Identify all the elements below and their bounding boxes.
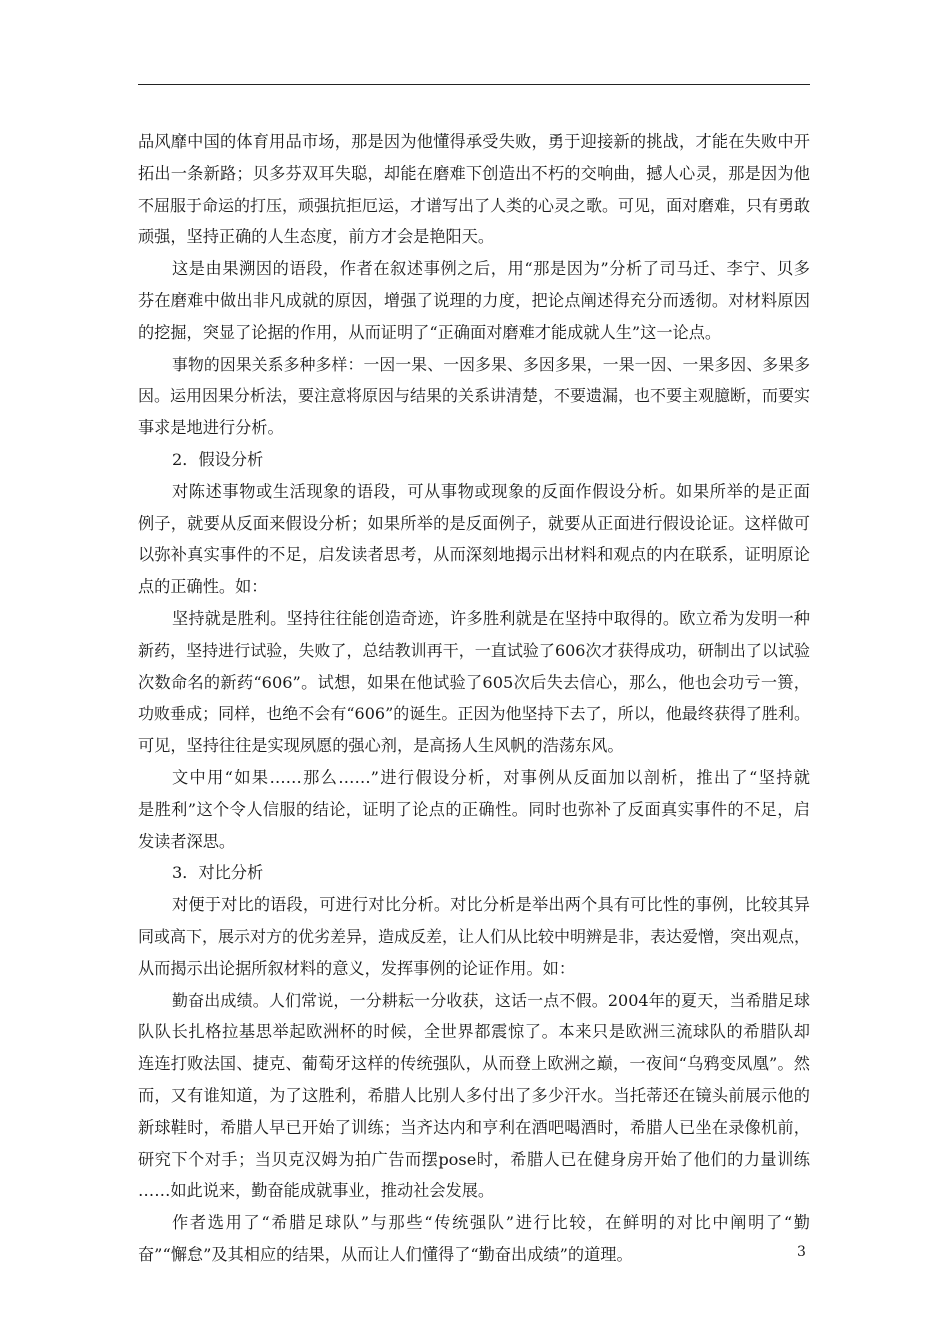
text-line: 拓出一条新路；贝多芬双耳失聪，却能在磨难下创造出不朽的交响曲，撼人心灵，那是因为他 [138,163,810,183]
text-line: 次数命名的新药“606”。试想，如果在他试验了605次后失去信心，那么，他也会功亏一篑， [138,672,810,692]
text-line: 同或高下，展示对方的优劣差异，造成反差，让人们从比较中明辨是非，表达爱憎，突出观点， [138,926,811,946]
text-line: 不屈服于命运的打压，顽强抗拒厄运，才谱写出了人类的心灵之歌。可见，面对磨难，只有勇敢 [138,195,811,215]
text-line: 连连打败法国、捷克、葡萄牙这样的传统强队，从而登上欧洲之巅，一夜间“乌鸦变凤凰”。然 [138,1054,810,1074]
text-line: 研究下个对手；当贝克汉姆为拍广告而摆pose时，希腊人已在健身房开始了他们的力量训练 [138,1149,810,1169]
text-line: 新球鞋时，希腊人早已开始了训练；当齐达内和亨利在酒吧喝酒时，希腊人已坐在录像机前， [138,1117,810,1137]
text-line: 点的正确性。如： [138,577,268,597]
text-line: 队队长扎格拉基思举起欧洲杯的时候，全世界都震惊了。本来只是欧洲三流球队的希腊队却 [138,1022,810,1042]
text-line: 而，又有谁知道，为了这胜利，希腊人比别人多付出了多少汗水。当托蒂还在镜头前展示他的 [138,1085,810,1105]
text-line: 发读者深思。 [138,831,236,851]
text-line: 顽强，坚持正确的人生态度，前方才会是艳阳天。 [138,227,495,247]
text-line: 可见，坚持往往是实现夙愿的强心剂，是高扬人生风帆的浩荡东风。 [138,736,624,756]
text-line: 芬在磨难中做出非凡成就的原因，增强了说理的力度，把论点阐述得充分而透彻。对材料原因 [138,290,810,310]
text-line: 从而揭示出论据所叙材料的意义，发挥事例的论证作用。如： [138,958,576,978]
text-line: 对便于对比的语段，可进行对比分析。对比分析是举出两个具有可比性的事例，比较其异 [172,895,810,915]
text-line: 文中用“如果……那么……”进行假设分析，对事例从反面加以剖析，推出了“坚持就 [172,767,810,787]
text-line: 品风靡中国的体育用品市场，那是因为他懂得承受失败，勇于迎接新的挑战，才能在失败中开 [138,132,810,151]
text-line: 事求是地进行分析。 [138,418,284,438]
text-line: 这是由果溯因的语段，作者在叙述事例之后，用“那是因为”分析了司马迁、李宁、贝多 [172,259,810,279]
header-rule [138,84,810,85]
text-line: 作者选用了“希腊足球队”与那些“传统强队”进行比较，在鲜明的对比中阐明了“勤 [172,1213,810,1233]
text-line: 是胜利”这个令人信服的结论，证明了论点的正确性。同时也弥补了反面真实事件的不足，启 [138,799,810,819]
text-line: 勤奋出成绩。人们常说，一分耕耘一分收获，这话一点不假。2004年的夏天，当希腊足球 [172,990,810,1010]
text-line: 新药，坚持进行试验，失败了，总结教训再干，一直试验了606次才获得成功，研制出了以试验 [138,640,810,660]
text-line: 功败垂成；同样，也绝不会有“606”的诞生。正因为他坚持下去了，所以，他最终获得了胜利。 [138,704,810,724]
text-line: 坚持就是胜利。坚持往往能创造奇迹，许多胜利就是在坚持中取得的。欧立希为发明一种 [172,608,810,628]
text-line: 事物的因果关系多种多样：一因一果、一因多果、多因多果，一果一因、一果多因、多果多 [172,354,810,374]
document-body [138,126,810,1271]
text-line: 因。运用因果分析法，要注意将原因与结果的关系讲清楚，不要遗漏，也不要主观臆断，而要实 [138,386,811,406]
text-line: 奋”“懈怠”及其相应的结果，从而让人们懂得了“勤奋出成绩”的道理。 [138,1244,633,1264]
text-line: 以弥补真实事件的不足，启发读者思考，从而深刻地揭示出材料和观点的内在联系，证明原论 [138,545,810,565]
text-line: ……如此说来，勤奋能成就事业，推动社会发展。 [138,1181,495,1201]
text-line: 3．对比分析 [172,863,264,883]
text-line: 例子，就要从反面来假设分析；如果所举的是反面例子，就要从正面进行假设论证。这样做可 [138,513,810,533]
text-line: 对陈述事物或生活现象的语段，可从事物或现象的反面作假设分析。如果所举的是正面 [172,481,810,501]
text-line: 2．假设分析 [172,449,264,469]
page-number: 3 [797,1244,806,1260]
text-line: 的挖掘，突显了论据的作用，从而证明了“正确面对磨难才能成就人生”这一论点。 [138,322,722,342]
